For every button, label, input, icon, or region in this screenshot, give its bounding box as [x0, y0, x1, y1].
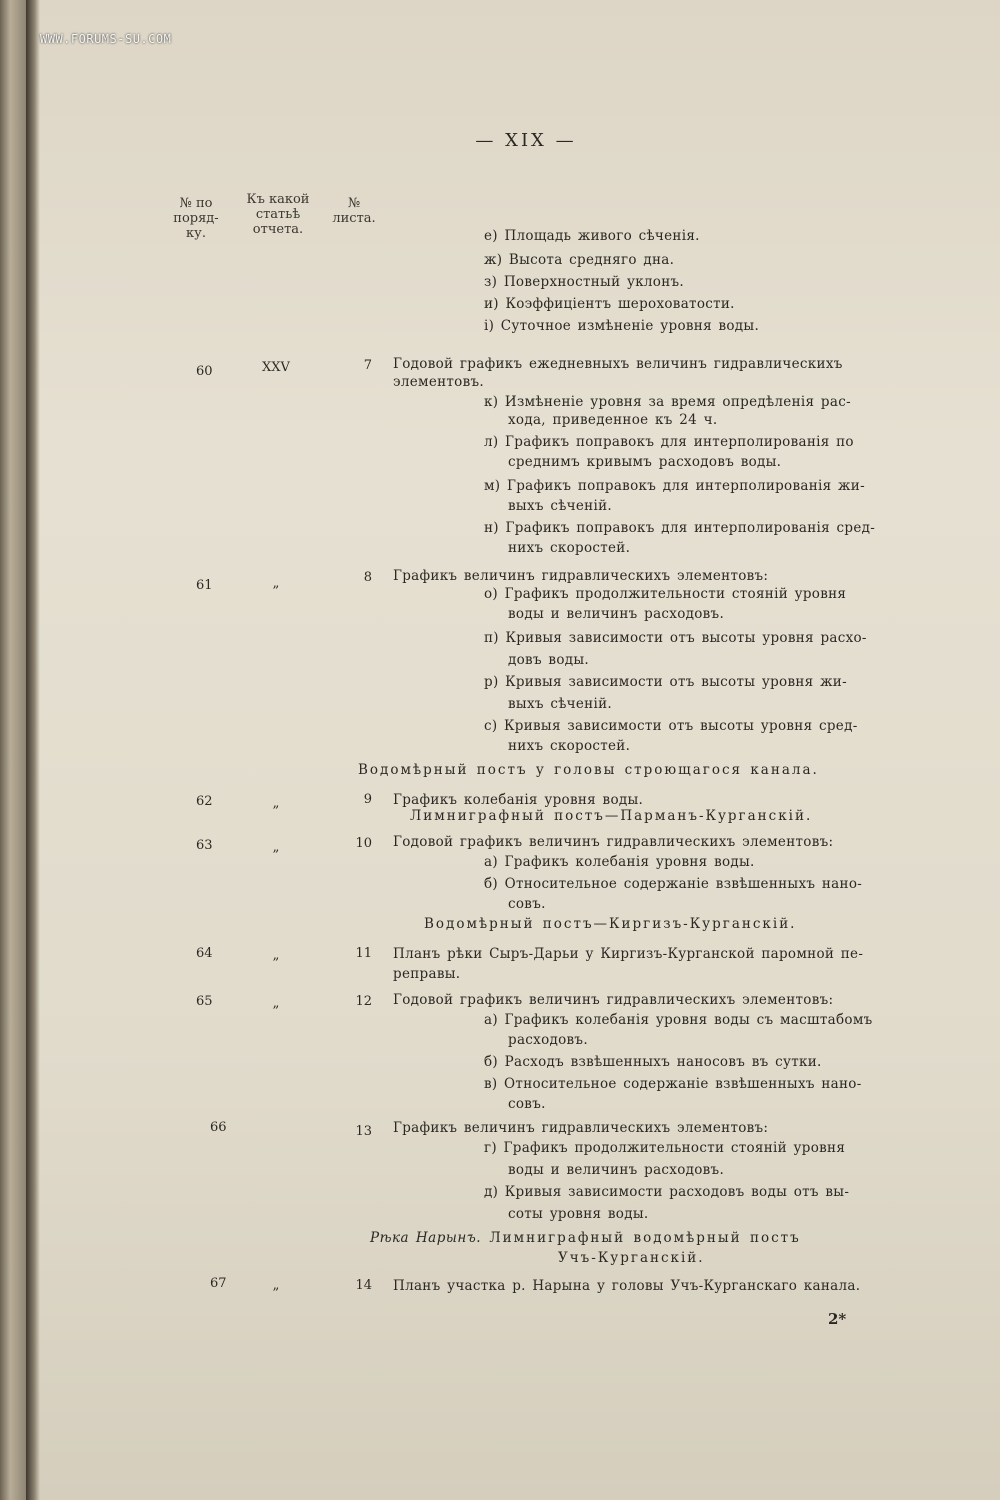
list-item-cont: совъ.: [508, 1096, 546, 1112]
list-item: і) Суточное измѣненіе уровня воды.: [484, 318, 760, 334]
row-article: „: [272, 996, 280, 1011]
row-article: „: [272, 948, 280, 963]
row-number: 64: [196, 946, 213, 961]
list-item: п) Кривыя зависимости отъ высоты уровня расхо-: [484, 630, 867, 646]
list-item-cont: выхъ сѣченій.: [508, 498, 612, 514]
list-item: о) Графикъ продолжительности стояній уровня: [484, 586, 847, 602]
list-item: д) Кривыя зависимости расходовъ воды отъ вы-: [484, 1184, 850, 1200]
row-number: 65: [196, 994, 213, 1009]
section-heading: Лимниграфный постъ—Парманъ-Курганскій.: [410, 808, 813, 824]
row-sheet: 13: [355, 1124, 372, 1139]
row-article: „: [272, 840, 280, 855]
river-name: Рѣка Нарынъ.: [370, 1230, 482, 1246]
row-sheet: 11: [355, 946, 372, 961]
list-item-cont: довъ воды.: [508, 652, 589, 668]
list-item-cont: соты уровня воды.: [508, 1206, 649, 1222]
list-item: б) Относительное содержаніе взвѣшенныхъ нано-: [484, 876, 863, 892]
row-number: 62: [196, 794, 213, 809]
section-heading-cont: Учъ-Курганскій.: [558, 1250, 705, 1266]
list-item: в) Относительное содержаніе взвѣшенныхъ нано-: [484, 1076, 862, 1092]
entry-title-cont: реправы.: [393, 966, 461, 982]
book-spine-shadow: [26, 0, 40, 1500]
row-sheet: 14: [355, 1278, 372, 1293]
entry-title: Планъ участка р. Нарына у головы Учъ-Курганскаго канала.: [393, 1278, 861, 1294]
watermark: WWW.FORUMS-SU.COM: [40, 32, 172, 46]
list-item: р) Кривыя зависимости отъ высоты уровня жи-: [484, 674, 847, 690]
row-sheet: 10: [355, 836, 372, 851]
row-sheet: 12: [355, 994, 372, 1009]
section-heading: Водомѣрный постъ у головы строющагося канала.: [358, 762, 819, 778]
entry-title: Графикъ величинъ гидравлическихъ элементовъ:: [393, 1120, 769, 1136]
list-item: е) Площадь живого сѣченія.: [484, 228, 700, 244]
row-article: „: [272, 796, 280, 811]
list-item: ж) Высота средняго дна.: [484, 252, 675, 268]
list-item: з) Поверхностный уклонъ.: [484, 274, 685, 290]
column-header-number: № по поряд- ку.: [173, 196, 219, 241]
list-item: с) Кривыя зависимости отъ высоты уровня сред-: [484, 718, 858, 734]
row-number: 67: [210, 1276, 227, 1291]
row-article: „: [272, 576, 280, 591]
entry-title-cont: элементовъ.: [393, 374, 484, 390]
section-heading: [370, 1230, 801, 1246]
column-header-article: Къ какой статьѣ отчета.: [246, 192, 310, 237]
adjacent-page-edge: [0, 0, 26, 1500]
row-number: 66: [210, 1120, 227, 1135]
list-item-cont: нихъ скоростей.: [508, 540, 631, 556]
list-item-cont: хода, приведенное къ 24 ч.: [508, 412, 718, 428]
list-item-cont: воды и величинъ расходовъ.: [508, 1162, 725, 1178]
row-number: 60: [196, 364, 213, 379]
list-item: а) Графикъ колебанія уровня воды съ масштабомъ: [484, 1012, 873, 1028]
row-sheet: 7: [363, 358, 372, 373]
row-number: 63: [196, 838, 213, 853]
list-item: м) Графикъ поправокъ для интерполированія жи-: [484, 478, 865, 494]
list-item: и) Коэффиціентъ шероховатости.: [484, 296, 735, 312]
entry-title: Годовой графикъ ежедневныхъ величинъ гидравлическихъ: [393, 356, 843, 372]
list-item-cont: воды и величинъ расходовъ.: [508, 606, 725, 622]
signature-mark: 2*: [828, 1310, 847, 1328]
row-number: 61: [196, 578, 213, 593]
list-item: а) Графикъ колебанія уровня воды.: [484, 854, 755, 870]
list-item-cont: выхъ сѣченій.: [508, 696, 612, 712]
section-heading: Водомѣрный постъ—Киргизъ-Курганскій.: [424, 916, 797, 932]
column-header-sheet: № листа.: [332, 196, 376, 226]
list-item-cont: расходовъ.: [508, 1032, 588, 1048]
entry-title: Годовой графикъ величинъ гидравлическихъ элементовъ:: [393, 992, 834, 1008]
list-item: л) Графикъ поправокъ для интерполированія по: [484, 434, 854, 450]
list-item-cont: совъ.: [508, 896, 546, 912]
entry-title: Графикъ величинъ гидравлическихъ элементовъ:: [393, 568, 769, 584]
row-sheet: 8: [363, 570, 372, 585]
list-item: г) Графикъ продолжительности стояній уровня: [484, 1140, 846, 1156]
book-page: [26, 0, 1000, 1500]
row-article: „: [272, 1278, 280, 1293]
post-name: Лимниграфный водомѣрный постъ: [489, 1230, 801, 1246]
list-item: н) Графикъ поправокъ для интерполированія сред-: [484, 520, 876, 536]
page-number: — XIX —: [475, 130, 577, 151]
list-item-cont: нихъ скоростей.: [508, 738, 631, 754]
entry-title: Годовой графикъ величинъ гидравлическихъ элементовъ:: [393, 834, 834, 850]
list-item: б) Расходъ взвѣшенныхъ наносовъ въ сутки.: [484, 1054, 822, 1070]
entry-title: Планъ рѣки Сыръ-Дарьи у Киргизъ-Курганской паромной пе-: [393, 946, 864, 962]
list-item: к) Измѣненіе уровня за время опредѣленія рас-: [484, 394, 851, 410]
list-item-cont: среднимъ кривымъ расходовъ воды.: [508, 454, 782, 470]
row-sheet: 9: [363, 792, 372, 807]
row-article: XXV: [262, 360, 290, 375]
entry-title: Графикъ колебанія уровня воды.: [393, 792, 644, 808]
